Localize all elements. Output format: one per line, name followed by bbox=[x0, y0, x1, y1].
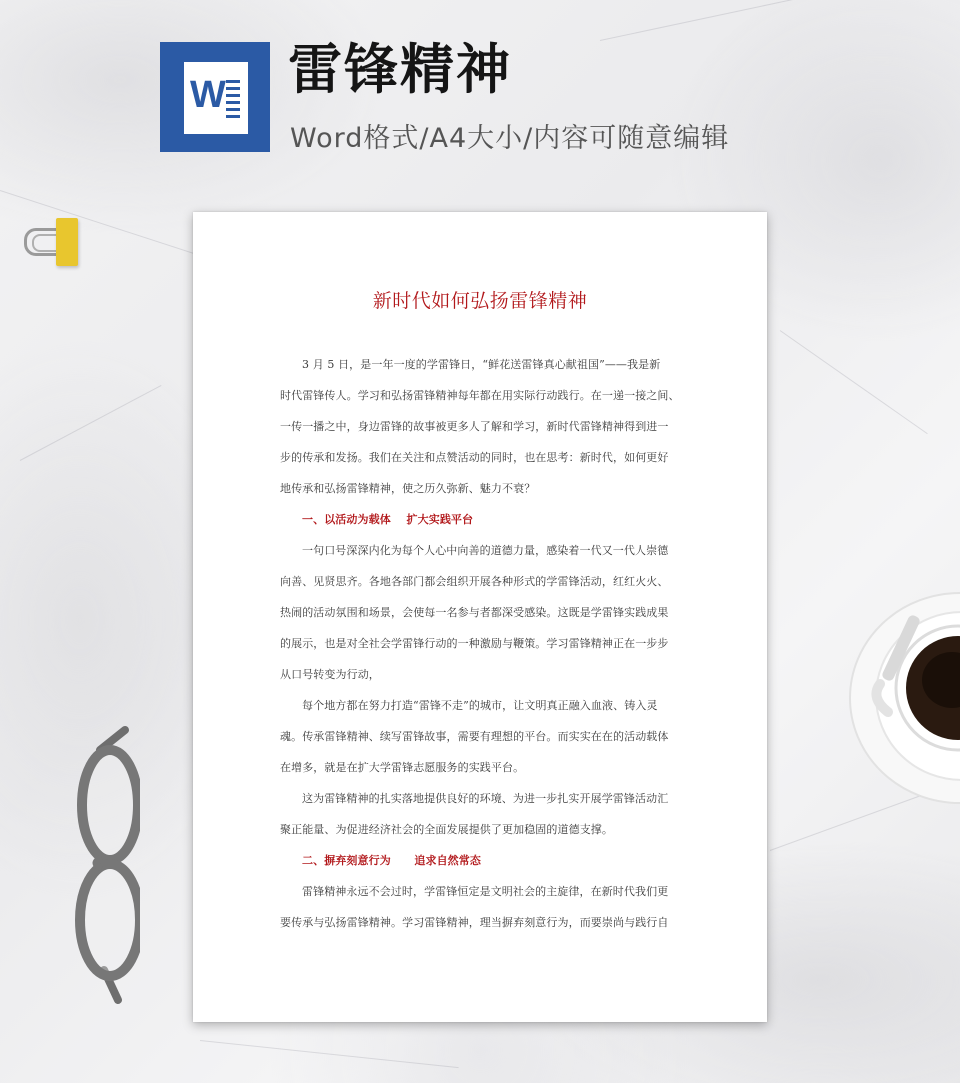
glasses-icon bbox=[30, 720, 140, 1010]
paragraph-line: 从口号转变为行动， bbox=[280, 668, 380, 681]
coffee-cup-icon bbox=[840, 588, 960, 808]
marble-vein bbox=[20, 385, 162, 461]
paragraph-line: 地传承和弘扬雷锋精神，使之历久弥新、魅力不衰？ bbox=[280, 482, 536, 495]
word-logo-icon: W bbox=[160, 42, 270, 152]
paragraph-line: 一传一播之中，身边雷锋的故事被更多人了解和学习，新时代雷锋精神得到进一 bbox=[280, 420, 669, 433]
paragraph-line: 每个地方都在努力打造“雷锋不走”的城市，让文明真正融入血液、铸入灵 bbox=[302, 699, 658, 712]
page-title: 雷锋精神 bbox=[288, 38, 512, 101]
page-subtitle: Word格式/A4大小/内容可随意编辑 bbox=[290, 123, 730, 154]
paragraph-line: 在增多，就是在扩大学雷锋志愿服务的实践平台。 bbox=[280, 761, 525, 774]
section-heading: 一、以活动为载体 扩大实践平台 bbox=[302, 513, 474, 526]
marble-vein bbox=[200, 1040, 459, 1068]
binder-clip-icon bbox=[22, 218, 82, 268]
paragraph-line: 聚正能量、为促进经济社会的全面发展提供了更加稳固的道德支撑。 bbox=[280, 823, 613, 836]
paragraph-line: 魂。传承雷锋精神、续写雷锋故事，需要有理想的平台。而实实在在的活动载体 bbox=[280, 730, 669, 743]
paragraph-line: 3 月 5 日，是一年一度的学雷锋日，“鲜花送雷锋真心献祖国”——我是新 bbox=[302, 358, 661, 371]
paragraph-line: 这为雷锋精神的扎实落地提供良好的环境、为进一步扎实开展学雷锋活动汇 bbox=[302, 792, 669, 805]
paragraph-line: 雷锋精神永远不会过时，学雷锋恒定是文明社会的主旋律，在新时代我们更 bbox=[302, 885, 669, 898]
marble-vein bbox=[780, 330, 928, 434]
paragraph-line: 的展示，也是对全社会学雷锋行动的一种激励与鞭策。学习雷锋精神正在一步步 bbox=[280, 637, 669, 650]
document-title: 新时代如何弘扬雷锋精神 bbox=[372, 290, 588, 312]
marble-vein bbox=[600, 0, 894, 41]
paragraph-line: 热闹的活动氛围和场景，会使每一名参与者都深受感染。这既是学雷锋实践成果 bbox=[280, 606, 669, 619]
paragraph-line: 步的传承和发扬。我们在关注和点赞活动的同时，也在思考：新时代，如何更好 bbox=[280, 451, 669, 464]
paragraph-line: 一句口号深深内化为每个人心中向善的道德力量，感染着一代又一代人崇德 bbox=[302, 544, 669, 557]
paragraph-line: 向善、见贤思齐。各地各部门都会组织开展各种形式的学雷锋活动，红红火火、 bbox=[280, 575, 669, 588]
section-heading: 二、摒弃刻意行为 追求自然常态 bbox=[302, 854, 481, 867]
paragraph-line: 要传承与弘扬雷锋精神。学习雷锋精神，理当摒弃刻意行为，而要崇尚与践行自 bbox=[280, 916, 669, 929]
document-page bbox=[193, 212, 767, 1022]
paragraph-line: 时代雷锋传人。学习和弘扬雷锋精神每年都在用实际行动践行。在一递一接之间、 bbox=[280, 389, 680, 402]
